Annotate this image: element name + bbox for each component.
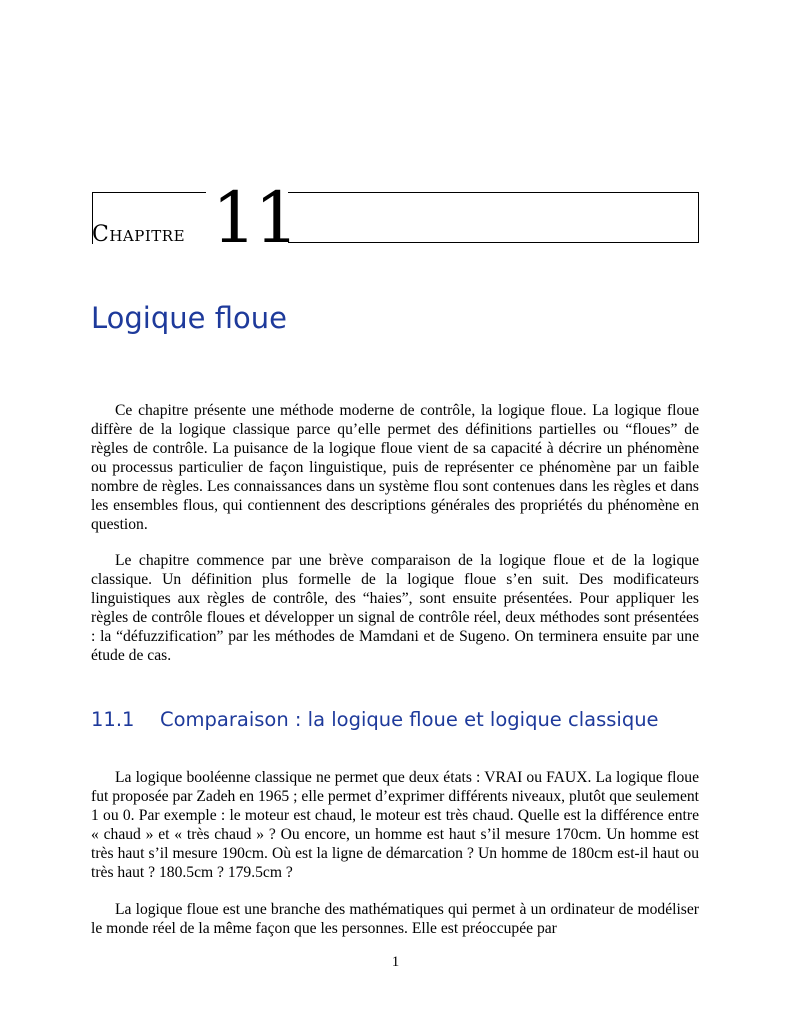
- section-number: 11.1: [91, 708, 135, 731]
- chapter-frame-right: [288, 192, 699, 243]
- section-title: Comparaison : la logique floue et logique classique: [160, 708, 659, 731]
- chapter-label: Chapitre: [92, 222, 186, 247]
- section-paragraph-2: La logique floue est une branche des mathématiques qui permet à un ordinateur de modéliser le monde réel de la même façon que les personnes. Elle est préoccupée par: [91, 901, 699, 937]
- intro-paragraph-2: Le chapitre commence par une brève comparaison de la logique floue et de la logique classique. Un définition plus formelle de la logique floue s’en suit. Des modificateurs linguistiques aux règles de contrôle, des “haies”, sont ensuite présentées. Pour appliquer les règles de contrôle floues et développer un signal de contrôle réel, deux méthodes sont présentées : la “défuzzification” par les méthodes de Mamdani et de Sugeno. On terminera ensuite par une étude de cas.: [91, 552, 699, 664]
- section-paragraph-1: La logique booléenne classique ne permet que deux états : VRAI ou FAUX. La logique floue fut proposée par Zadeh en 1965 ; elle permet d’exprimer différents niveaux, plutôt que seulement 1 ou 0. Par exemple : le moteur est chaud, le moteur est très chaud. Quelle est la différence entre « chaud » et « très chaud » ? Ou encore, un homme est haut s’il mesure 170cm. Un homme est très haut s’il mesure 190cm. Où est la ligne de démarcation ? Un homme de 180cm est-il haut ou très haut ? 180.5cm ? 179.5cm ?: [91, 769, 699, 881]
- intro-paragraph-1: Ce chapitre présente une méthode moderne de contrôle, la logique floue. La logique floue diffère de la logique classique parce qu’elle permet des définitions partielles ou “floues” de règles de contrôle. La puisance de la logique floue vient de sa capacité à décrire un phénomène ou processus particulier de façon linguistique, puis de représenter ce phénomène par un faible nombre de règles. Les connaissances dans un système flou sont contenues dans les règles et dans les ensembles flous, qui contiennent des descriptions générales des propriétés du phénomène en question.: [91, 402, 699, 533]
- section-heading: [91, 706, 659, 734]
- chapter-title: Logique floue: [91, 301, 287, 335]
- chapter-number: 11: [212, 177, 298, 259]
- page-number: 1: [391, 954, 400, 970]
